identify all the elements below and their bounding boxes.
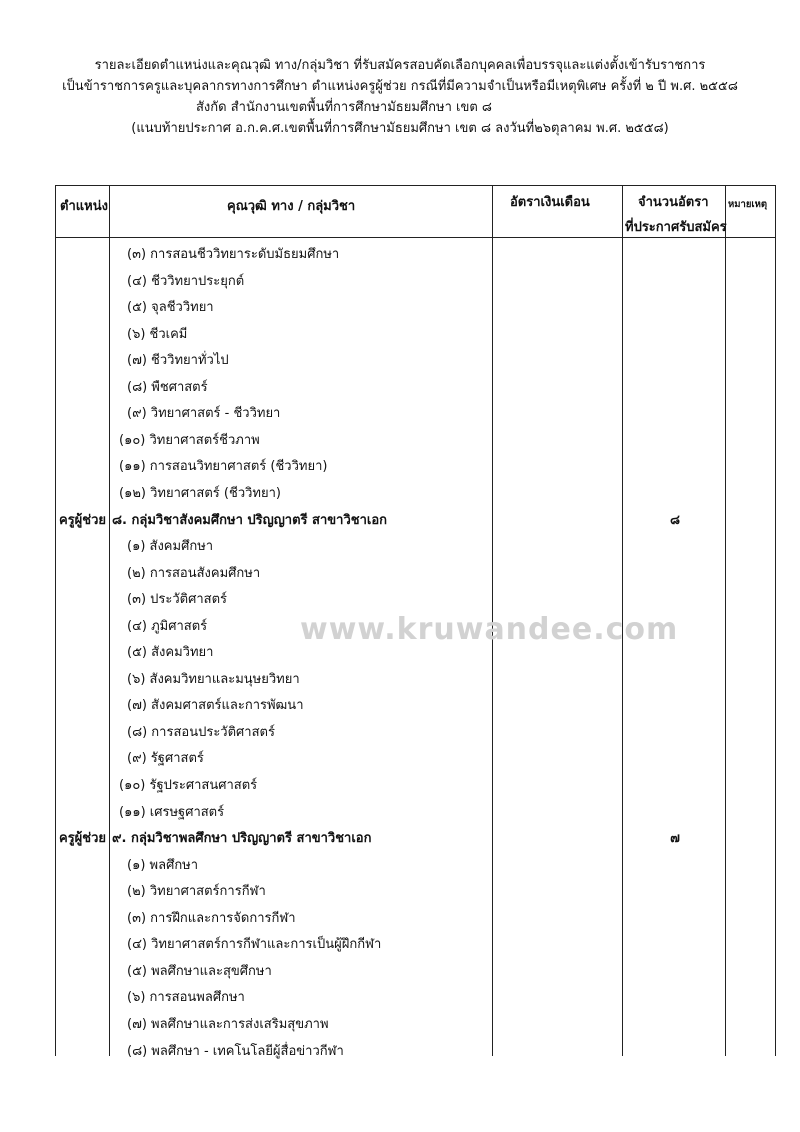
table-row [55, 454, 776, 481]
qualification-item: (๒) วิทยาศาสตร์การกีฬา [127, 884, 266, 900]
position-cell: ครูผู้ช่วย [59, 831, 107, 847]
qualification-item: (๑) พลศึกษา [127, 857, 199, 873]
group-row [55, 826, 776, 853]
table-row [55, 879, 776, 906]
document-header [0, 55, 800, 139]
header-salary: อัตราเงินเดือน [510, 195, 590, 210]
table-row [55, 720, 776, 747]
group-row [55, 508, 776, 535]
header-remark: หมายเหตุ [728, 199, 768, 210]
qualification-item: (๑๑) การสอนวิทยาศาสตร์ (ชีววิทยา) [119, 459, 328, 475]
qualification-item: (๔) ภูมิศาสตร์ [127, 618, 208, 634]
header-count-line2: ที่ประกาศรับสมัคร [625, 220, 727, 235]
qualification-item: (๑) สังคมศึกษา [127, 539, 214, 555]
table-row [55, 269, 776, 296]
table-row [55, 932, 776, 959]
table-row [55, 322, 776, 349]
qualification-item: (๔) วิทยาศาสตร์การกีฬาและการเป็นผู้ฝึกกีฬา [127, 937, 382, 953]
table-row [55, 401, 776, 428]
qualification-item: (๗) ชีววิทยาทั่วไป [127, 353, 229, 369]
header-line-1: รายละเอียดตำแหน่งและคุณวุฒิ ทาง/กลุ่มวิชา ที่รับสมัครสอบคัดเลือกบุคคลเพื่อบรรจุและแต่งตั้งเข้ารับราชการ [94, 58, 706, 73]
table-header-border [55, 237, 776, 238]
header-count-line1: จำนวนอัตรา [638, 195, 709, 210]
header-position: ตำแหน่ง [60, 199, 108, 214]
table-row [55, 348, 776, 375]
qualification-item: (๑๑) เศรษฐศาสตร์ [119, 804, 225, 820]
table-row [55, 746, 776, 773]
table-row [55, 1039, 776, 1066]
qualification-item: (๕) จุลชีววิทยา [127, 300, 214, 316]
qualification-item: (๒) การสอนสังคมศึกษา [127, 565, 261, 581]
qualification-item: (๗) พลศึกษาและการส่งเสริมสุขภาพ [127, 1016, 329, 1032]
qualification-item: (๖) สังคมวิทยาและมนุษยวิทยา [127, 671, 300, 687]
qualification-item: (๗) สังคมศาสตร์และการพัฒนา [127, 698, 304, 714]
table-row [55, 295, 776, 322]
count-cell: ๘ [669, 512, 681, 528]
table-row [55, 375, 776, 402]
table-row [55, 561, 776, 588]
qualification-item: (๑๒) วิทยาศาสตร์ (ชีววิทยา) [119, 485, 281, 501]
table-row [55, 481, 776, 508]
qualification-item: (๖) ชีวเคมี [127, 326, 188, 342]
count-cell: ๗ [670, 831, 680, 847]
group-heading: ๙. กลุ่มวิชาพลศึกษา ปริญญาตรี สาขาวิชาเอก [112, 831, 372, 847]
qualification-item: (๓) การสอนชีววิทยาระดับมัธยมศึกษา [127, 247, 340, 262]
table-row [55, 667, 776, 694]
qualification-item: (๘) พลศึกษา - เทคโนโลยีผู้สื่อข่าวกีฬา [127, 1043, 344, 1059]
qualification-item: (๔) ชีววิทยาประยุกต์ [127, 273, 245, 289]
qualification-item: (๓) การฝึกและการจัดการกีฬา [127, 910, 296, 926]
group-heading: ๘. กลุ่มวิชาสังคมศึกษา ปริญญาตรี สาขาวิชาเอก [112, 512, 387, 528]
table-row [55, 800, 776, 827]
qualification-item: (๘) การสอนประวัติศาสตร์ [127, 724, 275, 740]
qualification-item: (๕) สังคมวิทยา [127, 645, 214, 661]
qualification-item: (๘) พืชศาสตร์ [127, 379, 208, 395]
header-line-3: สังกัด สำนักงานเขตพื้นที่การศึกษามัธยมศึกษา เขต ๘ [196, 100, 492, 115]
qualification-item: (๓) ประวัติศาสตร์ [127, 592, 228, 608]
table-row [55, 693, 776, 720]
table-row [55, 587, 776, 614]
header-qualification: คุณวุฒิ ทาง / กลุ่มวิชา [227, 199, 356, 214]
qualification-item: (๙) วิทยาศาสตร์ - ชีววิทยา [127, 406, 281, 422]
table-row [55, 985, 776, 1012]
table-row [55, 534, 776, 561]
watermark-text: www.kruwandee.com [300, 612, 679, 647]
qualification-item: (๑๐) วิทยาศาสตร์ชีวภาพ [119, 432, 260, 448]
table-row [55, 1012, 776, 1039]
position-cell: ครูผู้ช่วย [59, 512, 107, 528]
table-row [55, 906, 776, 933]
qualification-item: (๑๐) รัฐประศาสนศาสตร์ [119, 778, 258, 793]
qualification-item: (๖) การสอนพลศึกษา [127, 990, 245, 1006]
table-row [55, 428, 776, 455]
table-row [55, 242, 776, 269]
qualification-item: (๙) รัฐศาสตร์ [127, 751, 204, 767]
table-row [55, 773, 776, 800]
table-row [55, 959, 776, 986]
table-top-border [55, 185, 776, 186]
header-line-2: เป็นข้าราชการครูและบุคลากรทางการศึกษา ตำแหน่งครูผู้ช่วย กรณีที่มีความจำเป็นหรือมีเหตุพิเศษ ครั้งที่ ๒ ปี พ.ศ. ๒๕๕๘ [62, 79, 738, 94]
qualification-item: (๕) พลศึกษาและสุขศึกษา [127, 963, 272, 979]
table-row [55, 853, 776, 880]
header-line-4: (แนบท้ายประกาศ อ.ก.ค.ศ.เขตพื้นที่การศึกษามัธยมศึกษา เขต ๘ ลงวันที่๒๖ตุลาคม พ.ศ. ๒๕๕๘) [131, 121, 669, 136]
